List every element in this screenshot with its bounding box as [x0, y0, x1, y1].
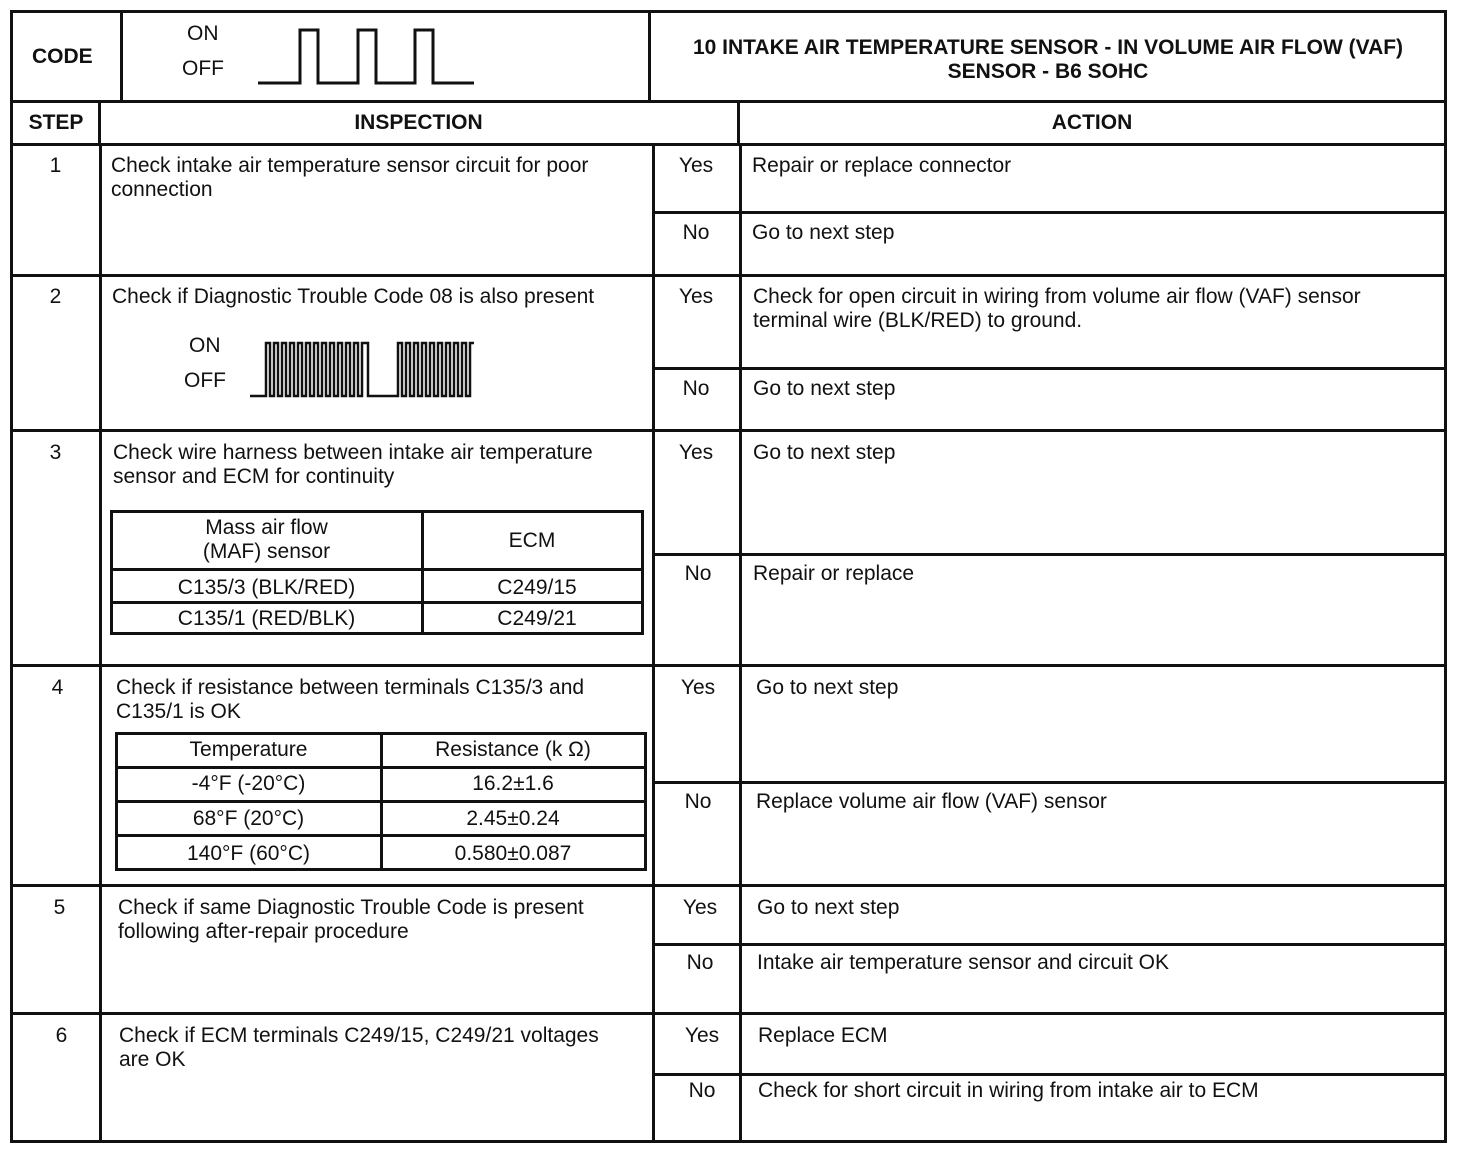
no-action: Repair or replace [753, 562, 915, 585]
no-label: No [684, 790, 712, 813]
no-action: Go to next step [753, 377, 896, 400]
step-number: 6 [55, 1024, 68, 1047]
step-number: 2 [49, 285, 62, 308]
no-action: Intake air temperature sensor and circuit OK [757, 951, 1170, 974]
no-action: Check for short circuit in wiring from intake air to ECM [758, 1079, 1259, 1102]
yes-action: Go to next step [757, 896, 900, 919]
inspection-text: Check if Diagnostic Trouble Code 08 is also present [112, 285, 595, 308]
table-header-cell: Resistance (k Ω) [435, 738, 591, 761]
no-action: Replace volume air flow (VAF) sensor [756, 790, 1107, 813]
inspection-text: Check wire harness between intake air temperature sensor and ECM for continuity [113, 441, 593, 488]
table-cell: 140°F (60°C) [186, 842, 310, 865]
table-header-cell: Temperature [189, 738, 308, 761]
code-label: CODE [32, 45, 93, 68]
table-cell: 68°F (20°C) [192, 807, 305, 830]
waveform-on-label: ON [189, 334, 221, 357]
no-label: No [682, 221, 710, 244]
yes-action: Replace ECM [758, 1024, 888, 1047]
waveform-off-label: OFF [184, 369, 226, 392]
inspection-text: Check intake air temperature sensor circuit for poor connection [111, 154, 589, 201]
yes-label: Yes [682, 896, 718, 919]
no-action: Go to next step [752, 221, 895, 244]
yes-action: Go to next step [756, 676, 899, 699]
yes-action: Check for open circuit in wiring from volume air flow (VAF) sensor terminal wire (BLK/RED) to ground. [753, 285, 1361, 332]
column-header-step: STEP [28, 111, 84, 134]
table-header-cell: Mass air flow (MAF) sensor [202, 516, 331, 563]
yes-label: Yes [684, 1024, 720, 1047]
column-header-action: ACTION [1051, 111, 1133, 134]
table-cell: C135/1 (RED/BLK) [177, 607, 356, 630]
header-off-label: OFF [182, 57, 224, 80]
table-cell: 2.45±0.24 [466, 807, 560, 830]
table-cell: C135/3 (BLK/RED) [177, 576, 356, 599]
no-label: No [688, 1079, 716, 1102]
step-number: 5 [53, 896, 66, 919]
yes-action: Go to next step [753, 441, 896, 464]
table-cell: C249/15 [497, 576, 577, 599]
no-label: No [686, 951, 714, 974]
inspection-text: Check if same Diagnostic Trouble Code is present following after-repair procedure [118, 896, 584, 943]
table-cell: C249/21 [497, 607, 577, 630]
yes-label: Yes [680, 676, 716, 699]
column-header-inspection: INSPECTION [354, 111, 483, 134]
table-cell: 0.580±0.087 [454, 842, 572, 865]
inspection-text: Check if resistance between terminals C135/3 and C135/1 is OK [116, 676, 585, 723]
step-number: 4 [51, 676, 64, 699]
yes-label: Yes [678, 154, 714, 177]
yes-label: Yes [678, 285, 714, 308]
table-header-cell: ECM [508, 529, 556, 552]
page-title: 10 INTAKE AIR TEMPERATURE SENSOR - IN VOLUME AIR FLOW (VAF) SENSOR - B6 SOHC [692, 36, 1404, 83]
table-cell: -4°F (-20°C) [191, 772, 306, 795]
yes-action: Repair or replace connector [752, 154, 1012, 177]
table-cell: 16.2±1.6 [472, 772, 554, 795]
step-number: 3 [49, 441, 62, 464]
inspection-text: Check if ECM terminals C249/15, C249/21 voltages are OK [119, 1024, 599, 1071]
no-label: No [684, 562, 712, 585]
no-label: No [682, 377, 710, 400]
header-on-label: ON [187, 22, 219, 45]
step-number: 1 [49, 154, 62, 177]
yes-label: Yes [678, 441, 714, 464]
